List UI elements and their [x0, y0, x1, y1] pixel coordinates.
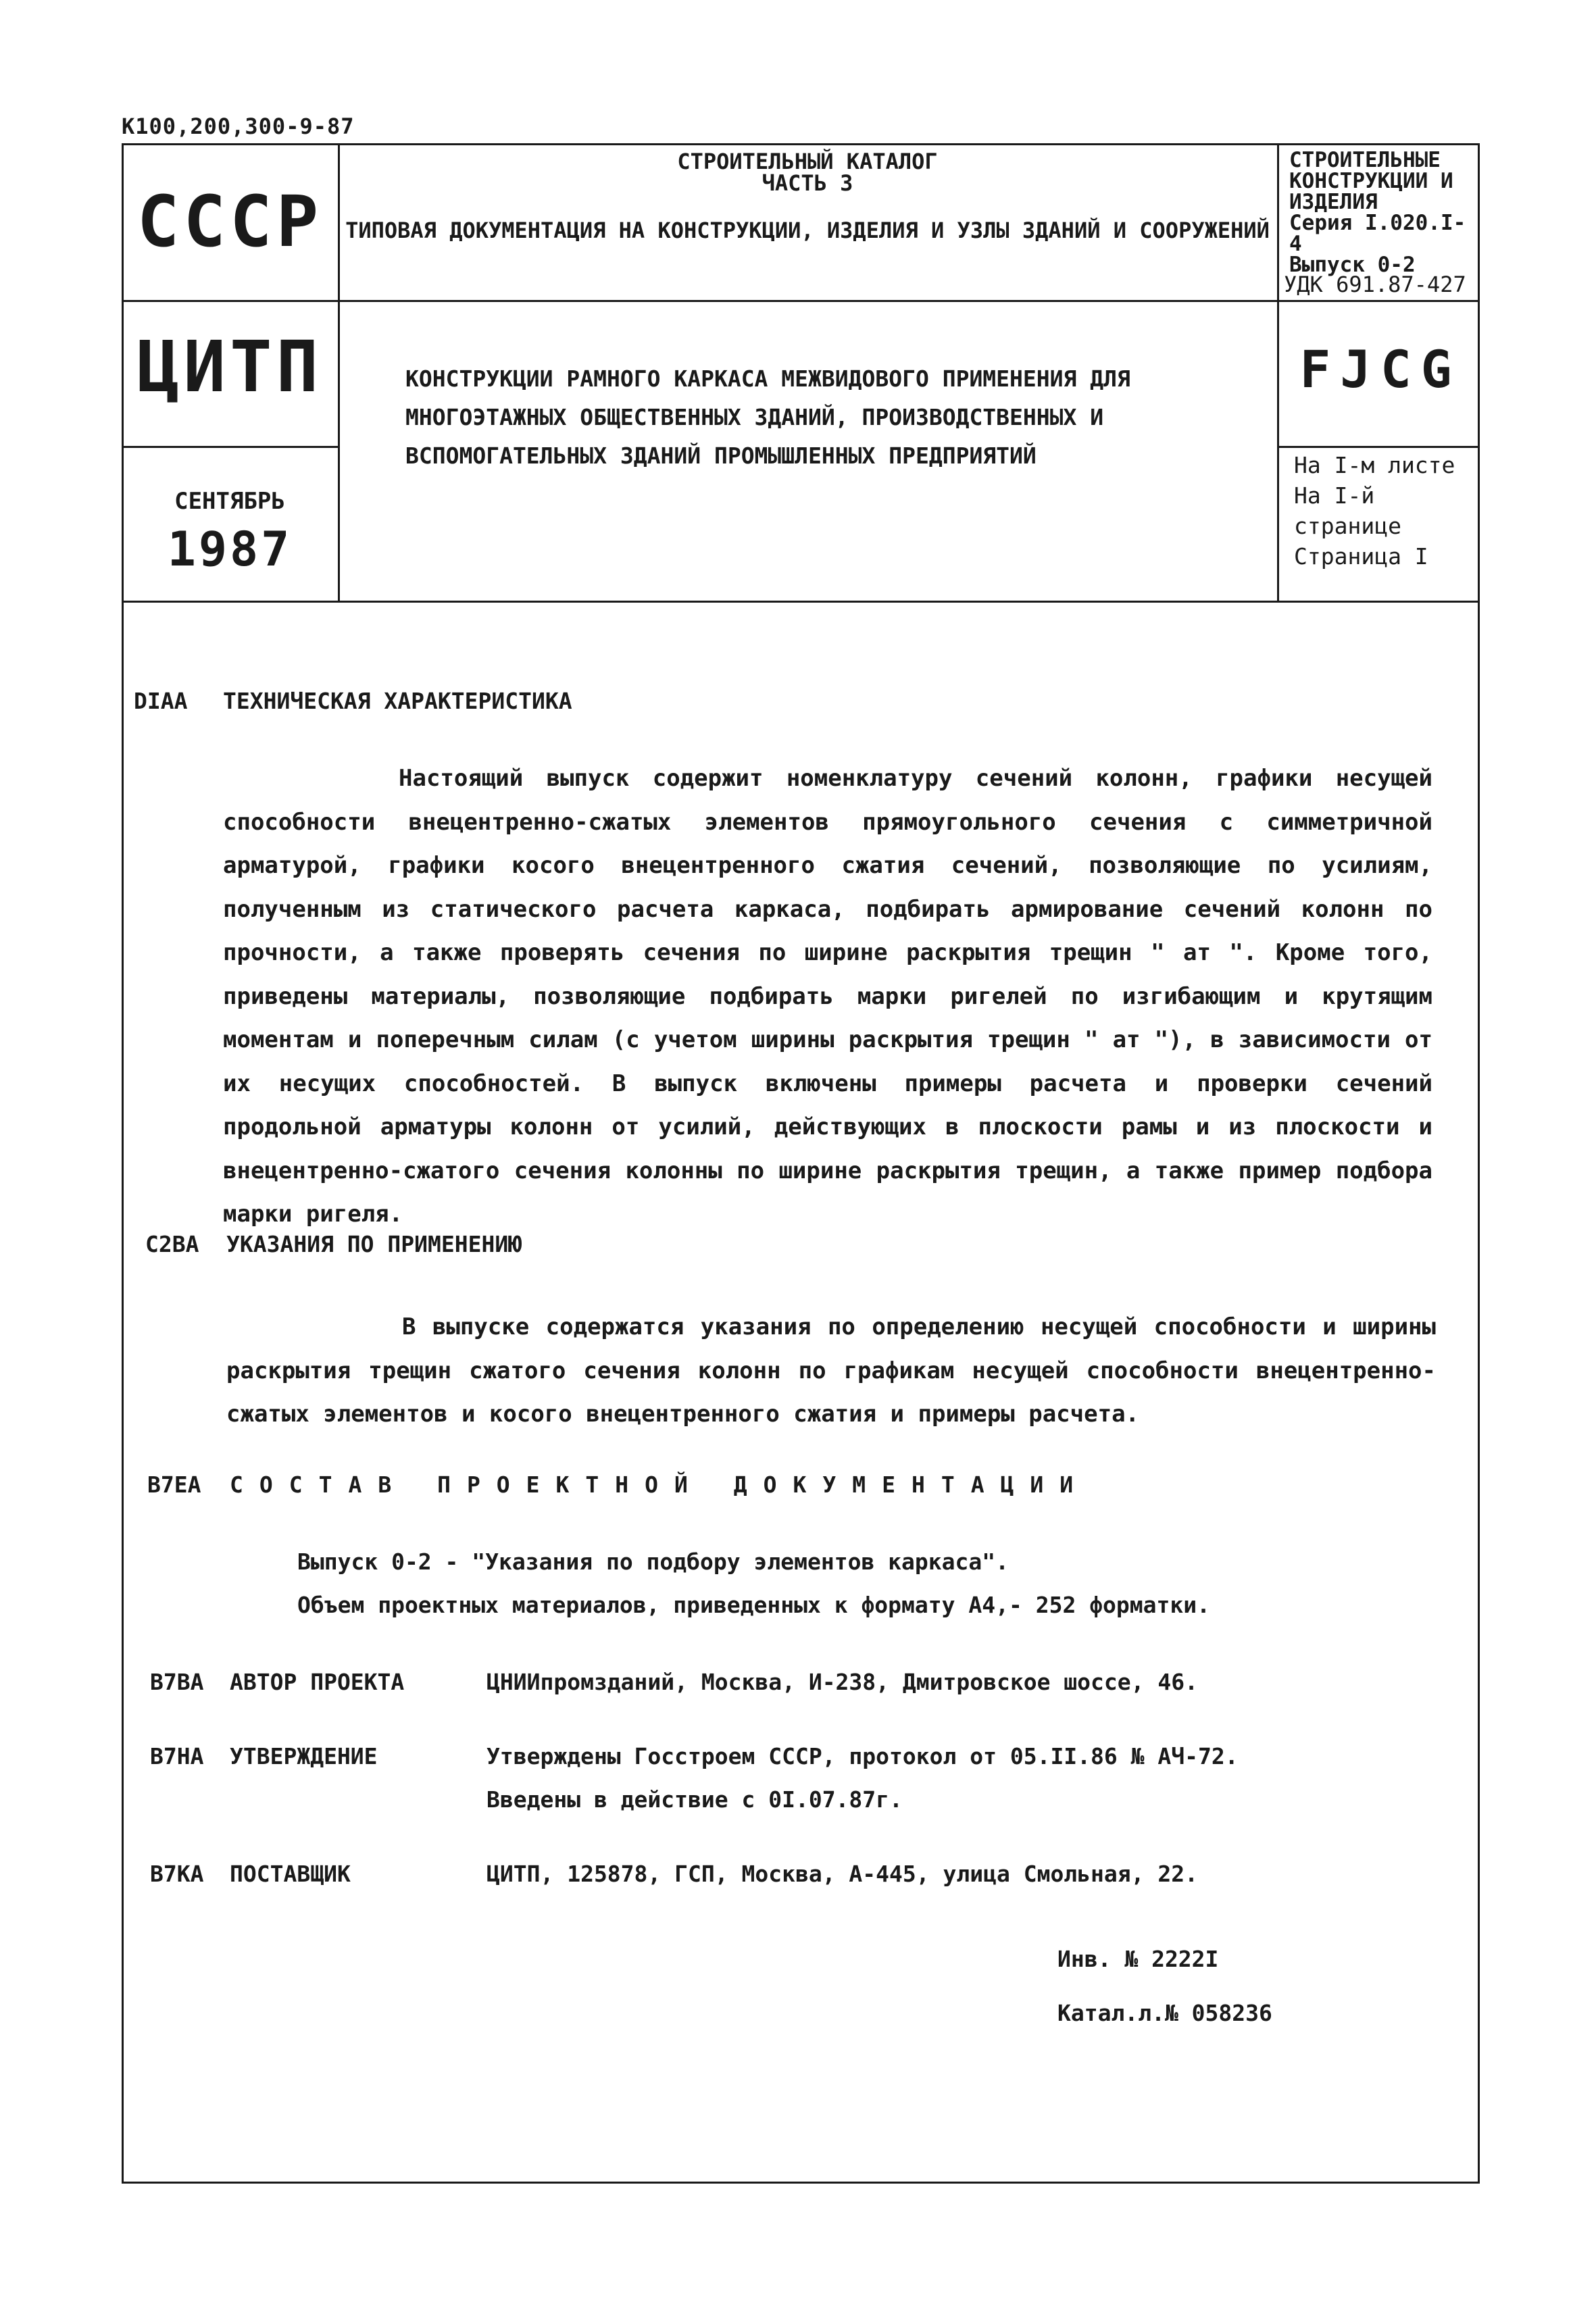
catalog-part: ЧАСТЬ 3: [762, 170, 853, 196]
section-code-usage: C2BA: [145, 1231, 199, 1257]
composition-line-1: Выпуск 0-2 - "Указания по подбору элементов каркаса".: [297, 1549, 1009, 1575]
series-number: Серия I.020.I-4: [1289, 211, 1466, 256]
section-title-composition: СОСТАВ ПРОЕКТНОЙ ДОКУМЕНТАЦИИ: [230, 1472, 1090, 1498]
document-title: КОНСТРУКЦИИ РАМНОГО КАРКАСА МЕЖВИДОВОГО ПРИМЕНЕНИЯ ДЛЯ МНОГОЭТАЖНЫХ ОБЩЕСТВЕННЫХ ЗДАНИЙ, ПРОИЗВОДСТВЕННЫХ И ВСПОМОГАТЕЛЬНЫХ ЗДАНИЙ ПРОМЫШЛЕННЫХ ПРЕДПРИЯТИЙ: [405, 366, 1130, 469]
supplier-value: ЦИТП, 125878, ГСП, Москва, А-445, улица Смольная, 22.: [487, 1861, 1198, 1887]
month-label: СЕНТЯБРЬ: [174, 488, 285, 515]
inventory-number: Инв. № 2222I: [1057, 1946, 1219, 1972]
document-reference: K100,200,300-9-87: [122, 114, 355, 139]
category-line-1: СТРОИТЕЛЬНЫЕ: [1289, 148, 1441, 172]
usage-text: В выпуске содержатся указания по определению несущей способности и ширины раскрытия трещин сжатого сечения колонн по графикам несущей способности внецентренно-сжатых элементов и косого внецентренного сжатия и примеры расчета.: [226, 1313, 1436, 1428]
section-title-tech: ТЕХНИЧЕСКАЯ ХАРАКТЕРИСТИКА: [223, 688, 572, 714]
category-block: [1289, 150, 1472, 276]
sheet-line-3: Страница I: [1294, 543, 1428, 570]
citp-mark: ЦИТП: [136, 326, 323, 408]
section-code-approval: B7HA: [150, 1743, 204, 1769]
header-block: [122, 143, 1480, 603]
classification-code: FJCG: [1299, 339, 1462, 399]
header-rule-left-2: [122, 446, 338, 448]
udk-code: УДК 691.87-427: [1284, 272, 1466, 297]
composition-line-2: Объем проектных материалов, приведенных к формату А4,- 252 форматки.: [297, 1592, 1211, 1618]
category-line-2: КОНСТРУКЦИИ И: [1289, 169, 1453, 193]
tech-text: Настоящий выпуск содержит номенклатуру сечений колонн, графики несущей способности внецентренно-сжатых элементов прямоугольного сечения с симметричной арматурой, графики косого внецентренного сжатия сечений, позволяющие по усилиям, полученным из статического расчета каркаса, подбирать армирование сечений колонн по прочности, а также проверять сечения по ширине раскрытия трещин " aт ". Кроме того, приведены материалы, позволяющие подбирать марки ригелей по изгибающим и крутящим моментам и поперечным силам (с учетом ширины раскрытия трещин " aт "), в зависимости от их несущих способностей. В выпуск включены примеры расчета и проверки сечений продольной арматуры колонн от усилий, действующих в плоскости рамы и из плоскости и внецентренно-сжатого сечения колонны по ширине раскрытия трещин, а также пример подбора марки ригеля.: [223, 765, 1432, 1228]
approval-value-1: Утверждены Госстроем СССР, протокол от 05.II.86 № АЧ-72.: [487, 1743, 1239, 1769]
author-value: ЦНИИпромзданий, Москва, И-238, Дмитровское шоссе, 46.: [487, 1669, 1198, 1695]
section-title-usage: УКАЗАНИЯ ПО ПРИМЕНЕНИЮ: [226, 1231, 522, 1257]
usage-paragraph: [226, 1305, 1436, 1436]
sheet-info: [1294, 450, 1480, 572]
tech-paragraph: [223, 757, 1432, 1236]
approval-label: УТВЕРЖДЕНИЕ: [230, 1743, 378, 1769]
year-label: 1987: [167, 522, 293, 577]
category-line-3: ИЗДЕЛИЯ: [1289, 190, 1378, 214]
header-rule-left-1: [122, 300, 338, 302]
catalog-title: СТРОИТЕЛЬНЫЙ КАТАЛОГ: [677, 149, 938, 174]
header-divider-right: [1277, 143, 1279, 601]
catalog-sheet-number: Катал.л.№ 058236: [1057, 2000, 1272, 2026]
sheet-line-1: На I-м листе: [1294, 452, 1455, 478]
header-rule-right: [1277, 446, 1480, 448]
sheet-line-2: На I-й странице: [1294, 482, 1401, 539]
issue-number: Выпуск 0-2: [1289, 253, 1416, 277]
section-code-supplier: B7KA: [150, 1861, 204, 1887]
section-code-composition: B7EA: [147, 1472, 201, 1498]
section-code-author: B7BA: [150, 1669, 204, 1695]
header-divider-left: [338, 143, 340, 601]
approval-value-2: Введены в действие с 0I.07.87г.: [487, 1786, 903, 1813]
supplier-label: ПОСТАВЩИК: [230, 1861, 351, 1887]
ussr-mark: СССР: [136, 180, 323, 263]
author-label: АВТОР ПРОЕКТА: [230, 1669, 405, 1695]
catalog-subtitle: ТИПОВАЯ ДОКУМЕНТАЦИЯ НА КОНСТРУКЦИИ, ИЗДЕЛИЯ И УЗЛЫ ЗДАНИЙ И СООРУЖЕНИЙ: [345, 218, 1270, 243]
header-rule-middle: [338, 300, 1480, 302]
section-code-tech: DIAA: [134, 688, 188, 714]
